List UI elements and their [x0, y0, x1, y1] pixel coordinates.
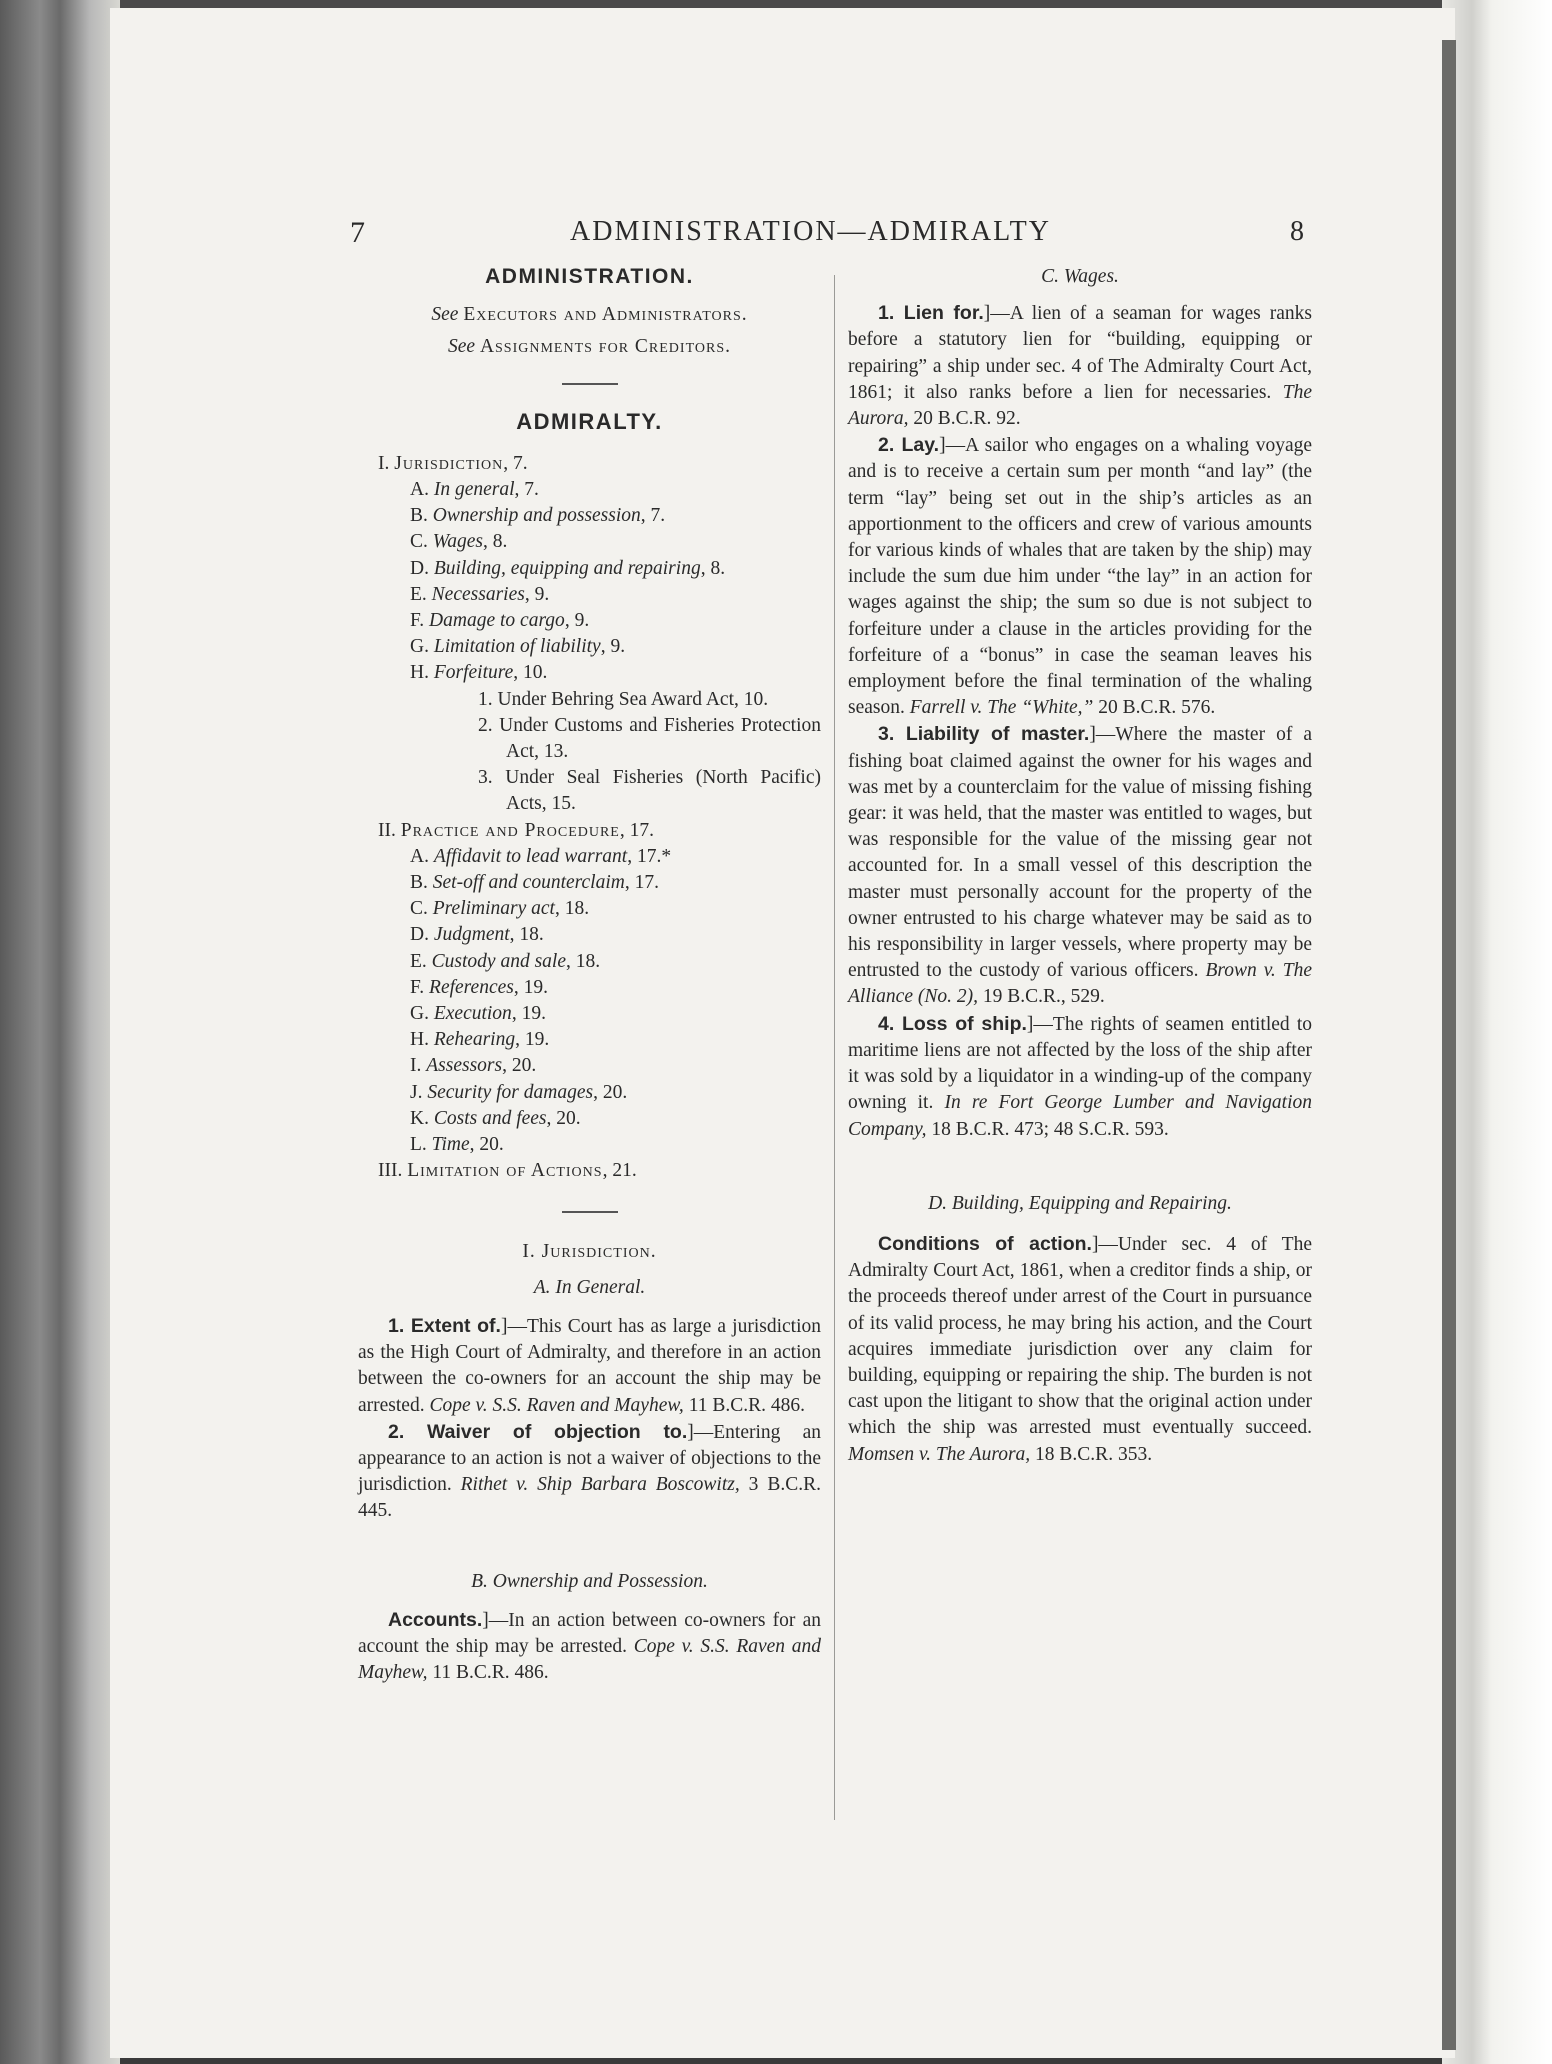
toc-page: , 19. — [515, 1029, 550, 1051]
toc-page: , 7. — [514, 479, 539, 501]
toc-page: , 9. — [600, 636, 626, 658]
toc-entry — [378, 1080, 821, 1106]
toc-number: 1. — [478, 688, 493, 710]
toc-entry — [378, 1106, 821, 1132]
toc-label: Wages — [432, 531, 483, 553]
subsection-heading: C. Wages. — [1041, 266, 1119, 287]
toc-entry — [378, 1053, 821, 1079]
paragraph-waiver: 2. Waiver of objection to.]—Entering an appearance to an action is not a waiver of objections to the jurisdiction. Rithet v. Ship Barbara Boscowitz, 3 B.C.R. 445. — [358, 1420, 821, 1522]
toc-number: III. — [378, 1160, 403, 1182]
toc-label: Execution — [433, 1003, 512, 1025]
toc-page: , 7. — [503, 452, 528, 474]
toc-page: , 18. — [554, 898, 590, 920]
toc-label: Jurisdiction — [394, 452, 504, 474]
toc-number: A. — [410, 479, 429, 501]
paragraph-heading: Conditions of action. — [878, 1232, 1092, 1255]
toc-label: Costs and fees — [433, 1107, 547, 1129]
toc-page: , 17.* — [627, 845, 672, 867]
toc-number: J. — [410, 1081, 423, 1103]
toc-label: Under Behring Sea Award Act, — [497, 688, 739, 710]
toc-number: 2. — [478, 714, 493, 736]
toc-page: , 17. — [619, 819, 654, 841]
toc-label: Necessaries — [431, 583, 525, 605]
subsection-heading: A. In General. — [533, 1276, 646, 1298]
toc-page: , 18. — [509, 924, 544, 946]
toc-number: A. — [410, 845, 429, 867]
section-rule — [562, 383, 618, 385]
toc-page: , 19. — [511, 1003, 546, 1025]
toc-label: Under Seal Fisheries (North Pacific) Acts, — [505, 767, 821, 815]
paragraph-heading: 1. Extent of. — [388, 1314, 501, 1337]
toc-number: 3. — [478, 767, 493, 789]
toc-number: K. — [410, 1107, 429, 1129]
page-fold-shadow — [1442, 40, 1456, 2050]
toc-entry — [378, 713, 821, 765]
toc-label: Security for damages — [427, 1081, 594, 1103]
paragraph-conditions: Conditions of action.]—Under sec. 4 of The Admiralty Court Act, 1861, when a creditor finds a ship, or the proceeds thereof under arrest of the Court in pursuance of its valid process, he may bring his action, and the Court acquires immediate jurisdiction over any claim for building, equipping or repairing the ship. The burden is not cast upon the litigant to show that the original action under which the ship was arrested must eventually succeed. Momsen v. The Aurora, 18 B.C.R. 353. — [848, 1232, 1312, 1465]
toc-entry — [378, 818, 821, 844]
toc-number: G. — [410, 1003, 429, 1025]
toc-label: Preliminary act — [432, 898, 555, 920]
toc-number: G. — [410, 636, 429, 658]
section-rule — [562, 1211, 618, 1213]
running-title: ADMINISTRATION—ADMIRALTY — [570, 216, 1051, 247]
toc-number: D. — [410, 924, 429, 946]
toc-entry — [378, 765, 821, 817]
toc-label: Limitation of Actions — [407, 1160, 603, 1182]
toc-entry — [378, 1158, 821, 1184]
table-of-contents — [378, 451, 821, 1185]
column-divider — [834, 275, 835, 1820]
case-name: Cope v. S.S. Raven and Mayhew, — [429, 1394, 684, 1416]
toc-entry — [378, 896, 821, 922]
toc-entry — [378, 660, 821, 686]
toc-page: , 9. — [524, 583, 550, 605]
paragraph-lien: 1. Lien for.]—A lien of a seaman for wages ranks before a statutory lien for “building, equipping or repairing” a ship under sec. 4 of The Admiralty Court Act, 1861; it also ranks before a lien for necessaries. The Aurora, 20 B.C.R. 92. — [848, 302, 1312, 430]
right-page-number: 8 — [1290, 216, 1304, 247]
toc-page: , 8. — [700, 557, 726, 579]
see-reference: See Executors and Administrators. — [431, 304, 748, 326]
toc-entry — [378, 1001, 821, 1027]
scan-border-right — [1442, 0, 1552, 2064]
toc-entry — [378, 975, 821, 1001]
case-name: Rithet v. Ship Barbara Boscowitz, — [460, 1474, 740, 1496]
toc-entry — [378, 634, 821, 660]
toc-entry — [378, 687, 821, 713]
toc-number: F. — [410, 610, 425, 632]
case-name: Momsen v. The Aurora, — [848, 1443, 1031, 1465]
toc-number: I. — [410, 1055, 422, 1077]
toc-label: Judgment — [433, 924, 510, 946]
toc-entry — [378, 1132, 821, 1158]
toc-label: Rehearing — [433, 1029, 516, 1051]
toc-entry — [378, 556, 821, 582]
case-name: Farrell v. The “White,” — [909, 697, 1094, 719]
case-name: In re Fort George Lumber and Navigation Company, — [848, 1092, 1312, 1140]
running-header — [350, 216, 1320, 256]
toc-page: , 17. — [624, 872, 659, 894]
paragraph-accounts: Accounts.]—In an action between co-owners for an account the ship may be arrested. Cope v. S.S. Raven and Mayhew, 11 B.C.R. 486. — [358, 1608, 821, 1684]
toc-entry — [378, 582, 821, 608]
subsection-heading: B. Ownership and Possession. — [471, 1570, 708, 1592]
paragraph-liability: 3. Liability of master.]—Where the master of a fishing boat claimed against the owner for his wages and was met by a counterclaim for the value of missing fishing gear: it was held, that the master was entitled to wages, but was responsible for the value of the missing gear not accounted for. In a small vessel of this description the master must personally account for the property of the owner entrusted to his charge whatever may be said as to his responsibility in larger vessels, where property may be entrusted to the custody of various officers. Brown v. The Alliance (No. 2), 19 B.C.R., 529. — [848, 723, 1312, 1008]
toc-number: L. — [410, 1134, 427, 1156]
toc-label: Assessors — [426, 1055, 503, 1077]
toc-label: Under Customs and Fisheries Protection Act, — [499, 714, 821, 763]
subsection-heading: D. Building, Equipping and Repairing. — [928, 1192, 1232, 1214]
toc-entry — [378, 1027, 821, 1053]
toc-number: H. — [410, 1029, 429, 1051]
right-column — [848, 264, 1312, 1468]
toc-number: F. — [410, 976, 425, 998]
paragraph-lay: 2. Lay.]—A sailor who engages on a whaling voyage and is to receive a certain sum per month “and lay” (the term “lay” being set out in the ship’s articles as an apportionment to the officers and crew of various amounts for various kinds of whales that are taken by the ship) may include the sum due him under “the lay” in an action for wages against the ship; the sum so due is not subject to forfeiture under a clause in the articles providing for the forfeiture of a “bonus” in case the seaman leaves his employment before the final termination of the whaling season. Farrell v. The “White,” 20 B.C.R. 576. — [848, 434, 1312, 719]
admiralty-heading: ADMIRALTY. — [516, 408, 663, 434]
toc-page: , 20. — [593, 1081, 628, 1103]
paragraph-heading: 3. Liability of master. — [878, 723, 1090, 746]
toc-number: D. — [410, 557, 429, 579]
toc-page: , 20. — [502, 1055, 537, 1077]
left-page-number: 7 — [350, 216, 365, 249]
toc-page: , 20. — [469, 1134, 504, 1156]
toc-entry — [378, 608, 821, 634]
paragraph-heading: 4. Loss of ship. — [878, 1012, 1027, 1035]
toc-page: , 10. — [513, 662, 548, 684]
toc-page: , 7. — [640, 505, 666, 527]
toc-page: , 8. — [482, 531, 508, 553]
paragraph-heading: Accounts. — [388, 1608, 483, 1631]
toc-entry — [378, 477, 821, 503]
see-reference: See Assignments for Creditors. — [448, 336, 731, 358]
toc-label: Forfeiture — [433, 662, 514, 684]
toc-number: B. — [410, 505, 428, 527]
toc-entry — [378, 870, 821, 896]
toc-label: Custody and sale — [431, 950, 567, 972]
section-heading: I. Jurisdiction. — [522, 1240, 657, 1262]
toc-page: 10. — [738, 688, 769, 710]
toc-label: Ownership and possession — [432, 505, 641, 527]
toc-number: C. — [410, 531, 428, 553]
paragraph-extent: 1. Extent of.]—This Court has as large a jurisdiction as the High Court of Admiralty, and therefore in an action between the co-owners for an account the ship may be arrested. Cope v. S.S. Raven and Mayhew, 11 B.C.R. 486. — [358, 1314, 821, 1416]
toc-label: Set-off and counterclaim — [432, 872, 625, 894]
toc-page: , 9. — [564, 610, 590, 632]
toc-page: 13. — [539, 741, 569, 763]
toc-number: II. — [378, 819, 396, 841]
toc-page: , 19. — [513, 976, 548, 998]
toc-entry — [378, 922, 821, 948]
toc-label: Damage to cargo — [429, 610, 565, 632]
toc-label: References — [429, 976, 514, 998]
case-name: Cope v. S.S. Raven and Mayhew, — [358, 1635, 821, 1684]
left-column — [358, 264, 821, 1686]
administration-heading: ADMINISTRATION. — [485, 265, 694, 288]
toc-page: , 21. — [602, 1160, 637, 1182]
toc-number: E. — [410, 950, 427, 972]
paragraph-heading: 2. Waiver of objection to. — [388, 1420, 688, 1443]
toc-entry — [378, 503, 821, 529]
case-name: Brown v. The Alliance (No. 2), — [848, 960, 1312, 1008]
toc-entry — [378, 949, 821, 975]
toc-label: Affidavit to lead warrant — [433, 845, 628, 867]
paragraph-heading: 2. Lay. — [878, 434, 940, 457]
toc-page: , 20. — [546, 1107, 581, 1129]
paragraph-loss: 4. Loss of ship.]—The rights of seamen entitled to maritime liens are not affected by the loss of the ship after it was sold by a liquidator in a winding-up of the company owning it. In re Fort George Lumber and Navigation Company, 18 B.C.R. 473; 48 S.C.R. 593. — [848, 1012, 1313, 1140]
toc-number: C. — [410, 898, 428, 920]
toc-label: Practice and Procedure — [400, 819, 620, 841]
toc-page: , 18. — [566, 950, 601, 972]
toc-label: Time — [431, 1134, 470, 1156]
toc-entry — [378, 529, 821, 555]
toc-number: B. — [410, 872, 428, 894]
toc-label: Building, equipping and repairing — [433, 557, 701, 579]
toc-number: H. — [410, 662, 429, 684]
toc-number: I. — [378, 452, 390, 474]
toc-label: Limitation of liability — [433, 636, 601, 658]
case-name: The Aurora, — [848, 381, 1312, 430]
toc-entry — [378, 844, 821, 870]
toc-label: In general — [433, 479, 515, 501]
toc-number: E. — [410, 583, 427, 605]
scan-border-left — [0, 0, 120, 2064]
paragraph-heading: 1. Lien for. — [878, 302, 984, 325]
toc-entry — [378, 451, 821, 477]
toc-page: 15. — [546, 793, 576, 815]
